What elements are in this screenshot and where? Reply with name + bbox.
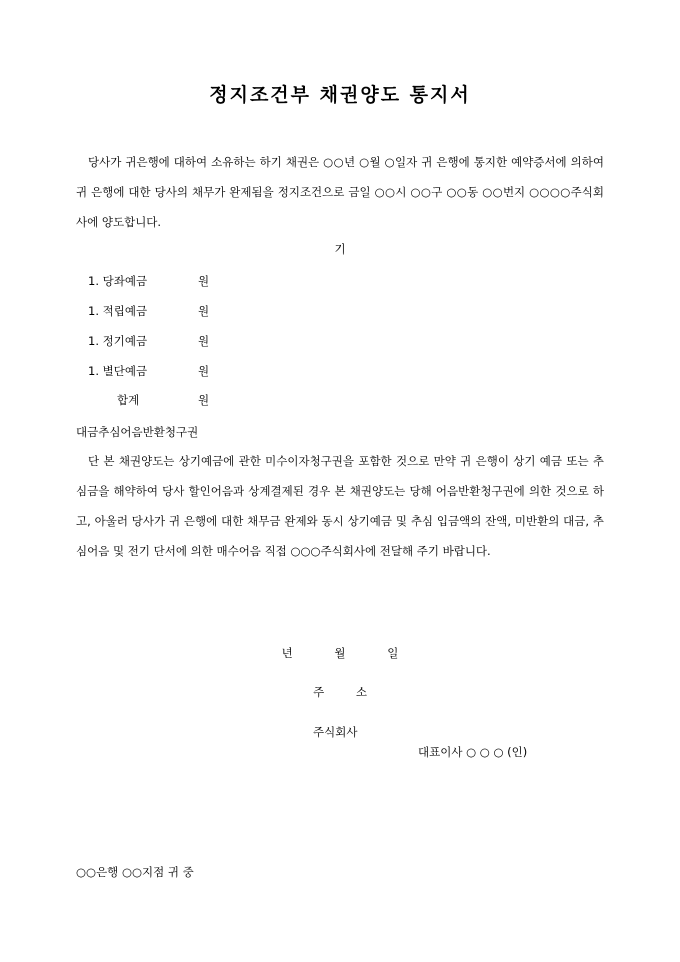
- list-item: [88, 333, 209, 349]
- total-unit: 원: [198, 393, 210, 407]
- list-item: [88, 363, 209, 379]
- list-item: [88, 273, 209, 289]
- item-unit: 원: [198, 274, 210, 288]
- representative-line: 대표이사 ○ ○ ○ (인): [418, 745, 528, 759]
- item-label: 1. 적립예금: [88, 304, 148, 318]
- item-unit: 원: [198, 364, 210, 378]
- item-unit: 원: [198, 334, 210, 348]
- item-unit: 원: [198, 304, 210, 318]
- date-line: 년 월 일: [281, 646, 399, 660]
- body-paragraph-2: 단 본 채권양도는 상기예금에 관한 미수이자청구권을 포함한 것으로 만약 귀 은행이 상기 예금 또는 추심금을 해약하여 당사 할인어음과 상계결제된 경우 본 채권양도는 당해 어음반환청구권에 의한 것으로 하고, 아울러 당사가 귀 은행에 대한 채무금 완제와 동시 상기예금 및 추심 입금액의 잔액, 미반환의 대금, 추심어음 및 전기 단서에 의한 매수어음 직접 ○○○주식회사에 전달해 주기 바랍니다.: [76, 454, 604, 558]
- item-label: 1. 당좌예금: [88, 274, 148, 288]
- document-title: 정지조건부 채권양도 통지서: [209, 84, 471, 106]
- total-label: 합계: [117, 393, 140, 407]
- sub-heading: 대금추심어음반환청구권: [76, 425, 199, 439]
- company-line: 주식회사: [313, 725, 358, 739]
- total-row: [117, 392, 209, 408]
- recipient-line: ○○은행 ○○지점 귀 중: [76, 865, 194, 879]
- address-line: 주 소: [313, 685, 367, 699]
- list-item: [88, 303, 209, 319]
- body-paragraph-1: 당사가 귀은행에 대하여 소유하는 하기 채권은 ○○년 ○월 ○일자 귀 은행에 통지한 예약증서에 의하여 귀 은행에 대한 당사의 채무가 완제됨을 정지조건으로 금일 ○○시 ○○구 ○○동 ○○번지 ○○○○주식회사에 양도합니다.: [76, 155, 604, 229]
- item-label: 1. 정기예금: [88, 334, 148, 348]
- gi-heading: 기: [334, 242, 346, 256]
- item-label: 1. 별단예금: [88, 364, 148, 378]
